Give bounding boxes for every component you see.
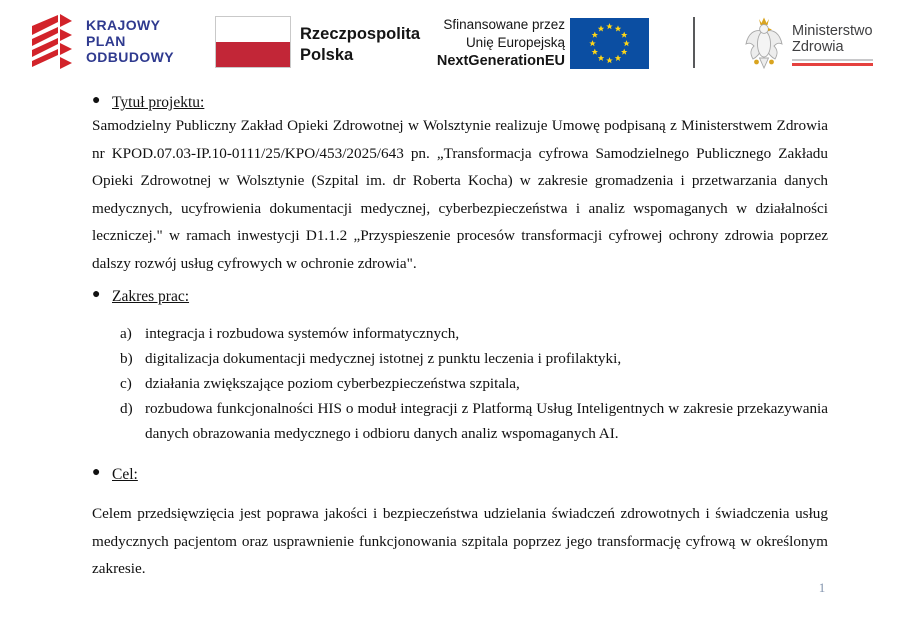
project-title-heading-label: Tytuł projektu: bbox=[112, 94, 205, 111]
kpo-logo bbox=[30, 12, 174, 70]
ministry-name-line1: Ministerstwo bbox=[792, 23, 873, 39]
scope-list-item bbox=[92, 396, 828, 446]
poland-name-line1: Rzeczpospolita bbox=[300, 25, 421, 43]
scope-item-marker: c) bbox=[120, 375, 132, 392]
eu-funding-text bbox=[423, 16, 565, 70]
scope-item-text: rozbudowa funkcjonalności HIS o moduł integracji z Platformą Usług Inteligentnych w zakresie przekazywania danych obrazowania medycznego i odbioru danych analiz wspomaganych AI. bbox=[145, 400, 828, 442]
scope-heading bbox=[92, 288, 828, 306]
bullet-icon: ● bbox=[92, 93, 101, 108]
eu-funding-line2: Unię Europejską bbox=[465, 35, 565, 50]
eu-funding-line3: NextGenerationEU bbox=[436, 53, 565, 69]
goal-heading bbox=[92, 466, 828, 484]
kpo-line3: ODBUDOWY bbox=[86, 49, 174, 65]
eu-funding-line1: Sfinansowane przez bbox=[443, 17, 565, 32]
goal-heading-label: Cel: bbox=[112, 466, 138, 483]
page-number: 1 bbox=[818, 580, 826, 595]
white-eagle-icon bbox=[744, 15, 784, 73]
ministry-text-block bbox=[792, 15, 873, 66]
scope-list-item bbox=[92, 321, 828, 346]
scope-item-marker: b) bbox=[120, 350, 133, 367]
poland-flag-icon bbox=[215, 16, 291, 68]
project-title-paragraph: Samodzielny Publiczny Zakład Opieki Zdrowotnej w Wolsztynie realizuje Umowę podpisaną z Ministerstwem Zdrowia nr KPOD.07.03-IP.10-0111/25/KPO/453/2025/643 pn. „Transformacja cyfrowa Samodzielnego Publicznego Zakładu Opieki Zdrowotnej w Wolsztynie (Szpital im. dr Roberta Kocha) w zakresie gromadzenia i przetwarzania danych medycznych, ucyfrowienia dokumentacji medycznej, cyberbezpieczeństwa i analiz wspomaganych w działalności leczniczej." w ramach inwestycji D1.1.2 „Przyspieszenie procesów transformacji cyfrowej ochrony zdrowia poprzez dalszy rozwój usług cyfrowych w ochronie zdrowia". bbox=[92, 117, 828, 272]
bullet-icon: ● bbox=[92, 287, 101, 302]
scope-item-text: digitalizacja dokumentacji medycznej istotnej z punktu leczenia i profilaktyki, bbox=[145, 350, 622, 367]
poland-name bbox=[300, 24, 420, 66]
scope-item-text: integracja i rozbudowa systemów informatycznych, bbox=[145, 325, 460, 342]
kpo-line1: KRAJOWY bbox=[86, 17, 161, 33]
scope-list-item bbox=[92, 346, 828, 371]
goal-paragraph: Celem przedsięwzięcia jest poprawa jakości i bezpieczeństwa udzielania świadczeń zdrowotnych i świadczenia usług medycznych pacjentom oraz usprawnienie funkcjonowania szpitala poprzez jego transformację cyfrową w określonym zakresie. bbox=[92, 505, 828, 577]
ministry-rule-gray bbox=[792, 59, 873, 61]
scope-list-item bbox=[92, 371, 828, 396]
scope-list bbox=[92, 321, 828, 446]
scope-item-marker: a) bbox=[120, 325, 132, 342]
header-divider bbox=[693, 17, 695, 68]
kpo-building-icon bbox=[30, 12, 74, 70]
ministry-name-line2: Zdrowia bbox=[792, 39, 844, 55]
kpo-line2: PLAN bbox=[86, 33, 126, 49]
eu-flag-icon bbox=[570, 18, 649, 69]
scope-item-text: działania zwiększające poziom cyberbezpieczeństwa szpitala, bbox=[145, 375, 520, 392]
project-title-heading bbox=[92, 94, 828, 112]
poland-name-line2: Polska bbox=[300, 46, 354, 64]
ministry-rule-red bbox=[792, 63, 873, 66]
scope-item-marker: d) bbox=[120, 400, 133, 417]
ministry-logo bbox=[744, 15, 873, 73]
scope-heading-label: Zakres prac: bbox=[112, 288, 190, 305]
kpo-logo-text bbox=[86, 17, 174, 65]
bullet-icon: ● bbox=[92, 465, 101, 480]
